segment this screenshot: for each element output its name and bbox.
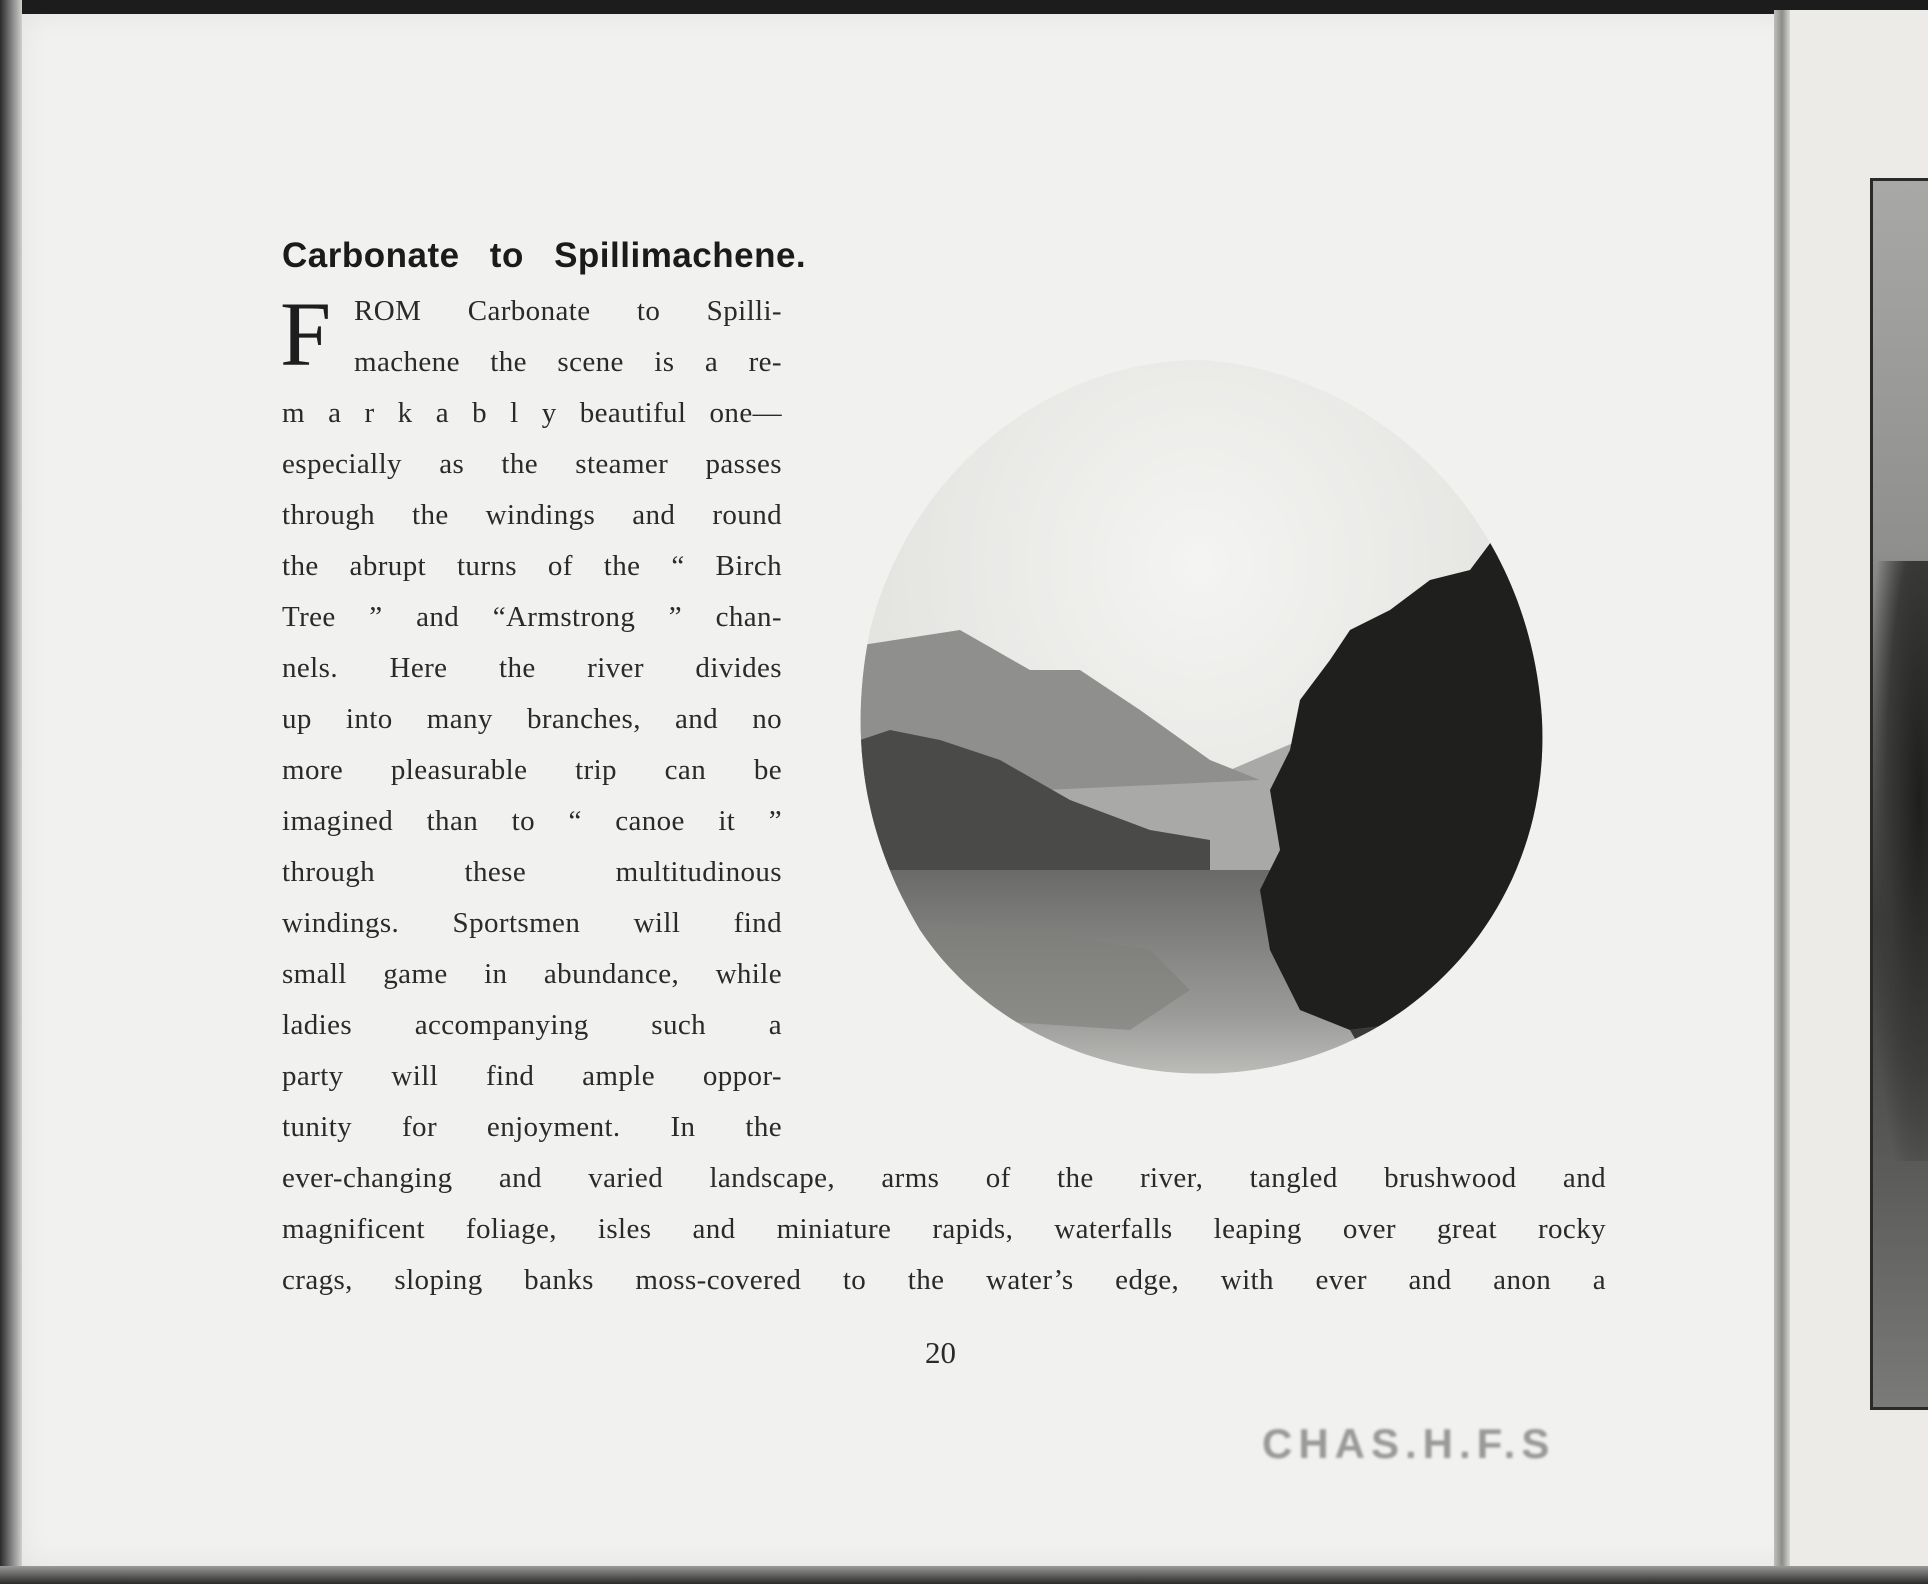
text-line: the abrupt turns of the “ Birch xyxy=(282,550,782,582)
text-line: through these multitudinous xyxy=(282,856,782,888)
text-line: more pleasurable trip can be xyxy=(282,754,782,786)
text-line: magnificent foliage, isles and miniature rapids, waterfalls leaping over great rocky xyxy=(282,1213,1606,1245)
text-line: nels. Here the river divides xyxy=(282,652,782,684)
text-line: especially as the steamer passes xyxy=(282,448,782,480)
library-stamp: CHAS.H.F.S xyxy=(1262,1420,1556,1467)
text-line: Tree ” and “Armstrong ” chan- xyxy=(282,601,782,633)
text-line: up into many branches, and no xyxy=(282,703,782,735)
facing-page-photo xyxy=(1870,178,1928,1410)
page-number: 20 xyxy=(925,1335,956,1370)
text-line: m a r k a b l y beautiful one— xyxy=(282,397,782,429)
page-bottom-edge xyxy=(0,1566,1928,1584)
text-line: through the windings and round xyxy=(282,499,782,531)
text-line: ever-changing and varied landscape, arms of the river, tangled brushwood and xyxy=(282,1162,1606,1194)
drop-cap: F xyxy=(280,283,332,385)
text-line: imagined than to “ canoe it ” xyxy=(282,805,782,837)
page-left-edge xyxy=(0,0,22,1584)
text-line: small game in abundance, while xyxy=(282,958,782,990)
text-line: crags, sloping banks moss-covered to the water’s edge, with ever and anon a xyxy=(282,1264,1606,1296)
book-gutter xyxy=(1774,10,1790,1570)
page-heading: Carbonate to Spillimachene. xyxy=(282,236,807,275)
text-line: ROM Carbonate to Spilli- xyxy=(354,295,782,327)
text-line: windings. Sportsmen will find xyxy=(282,907,782,939)
text-line: ladies accompanying such a xyxy=(282,1009,782,1041)
river-vignette-photo xyxy=(830,330,1570,1110)
text-line: tunity for enjoyment. In the xyxy=(282,1111,782,1143)
text-line: machene the scene is a re- xyxy=(354,346,782,378)
text-line: party will find ample oppor- xyxy=(282,1060,782,1092)
